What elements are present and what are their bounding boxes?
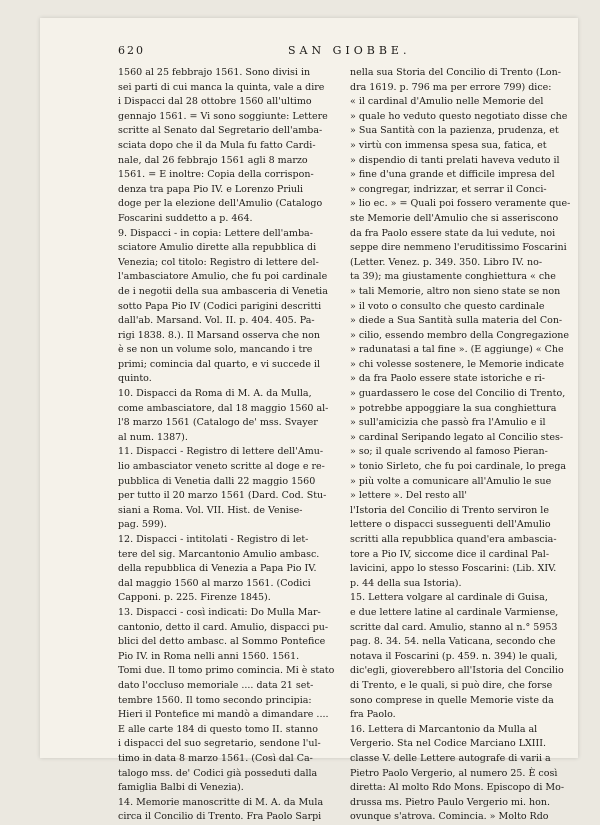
- text-line: 10. Dispacci da Roma di M. A. da Mulla,: [118, 388, 312, 400]
- text-line: di Trento, e le quali, si può dire, che forse: [350, 679, 553, 691]
- text-line: » il voto o consulto che questo cardinale: [350, 300, 545, 312]
- left-column: [118, 66, 346, 825]
- text-line: ta 39); ma giustamente conghiettura « che: [350, 271, 556, 283]
- text-line: timo in data 8 marzo 1561. (Così dal Ca-: [118, 752, 313, 764]
- text-line: sciatore Amulio dirette alla repubblica di: [118, 242, 317, 254]
- text-line: 16. Lettera di Marcantonio da Mulla al: [350, 723, 538, 735]
- text-line: dra 1619. p. 796 ma per errore 799) dice:: [350, 81, 552, 93]
- text-line: nella sua Storia del Concilio di Trento (Lon-: [350, 67, 561, 78]
- text-line: famiglia Balbi di Venezia).: [118, 782, 244, 794]
- text-line: » più volte a comunicare all'Amulio le sue: [350, 475, 552, 487]
- text-line: nale, dal 26 febbrajo 1561 agli 8 marzo: [118, 154, 308, 166]
- text-line: tore a Pio IV, siccome dice il cardinal Pal-: [350, 548, 550, 560]
- text-line: tere del sig. Marcantonio Amulio ambasc.: [118, 548, 320, 560]
- page-header: [118, 44, 558, 62]
- text-line: i dispacci del suo segretario, sendone l'ul-: [118, 738, 321, 750]
- text-line: 9. Dispacci - in copia: Lettere dell'amba-: [118, 227, 313, 239]
- text-line: Capponi. p. 225. Firenze 1845).: [118, 592, 271, 604]
- page-number: 620: [118, 44, 145, 57]
- text-line: talogo mss. de' Codici già posseduti dalla: [118, 767, 318, 779]
- text-line: pubblica di Venetia dalli 22 maggio 1560: [118, 475, 316, 487]
- text-line: rigi 1838. 8.). Il Marsand osserva che non: [118, 329, 320, 341]
- text-line: sciata dopo che il da Mula fu fatto Cardi-: [118, 139, 316, 151]
- text-line: 15. Lettera volgare al cardinale di Guisa,: [350, 592, 548, 604]
- text-line: doge per la elezione dell'Amulio (Catalogo: [118, 198, 323, 210]
- text-line: Venezia; col titolo: Registro di lettere del-: [118, 256, 319, 268]
- text-line: ovunque s'atrova. Comincia. » Molto Rdo: [350, 811, 549, 823]
- text-line: » radunatasi a tal fine ». (E aggiunge) « Che: [350, 344, 564, 356]
- text-line: » cilio, essendo membro della Congregazione: [350, 329, 570, 341]
- text-line: cantonio, detto il card. Amulio, dispacci pu-: [118, 621, 329, 633]
- text-line: sono comprese in quelle Memorie viste da: [350, 694, 554, 706]
- text-line: sei parti di cui manca la quinta, vale a dire: [118, 81, 325, 93]
- text-line: e due lettere latine al cardinale Varmiense,: [350, 606, 559, 618]
- text-line: 14. Memorie manoscritte di M. A. da Mula: [118, 796, 324, 808]
- text-line: quinto.: [118, 373, 152, 385]
- text-line: l'8 marzo 1561 (Catalogo de' mss. Svayer: [118, 417, 318, 429]
- text-line: scritte dal card. Amulio, stanno al n.° 5953: [350, 621, 558, 633]
- text-line: » tonio Sirleto, che fu poi cardinale, lo prega: [350, 461, 567, 473]
- text-line: » so; il quale scrivendo al famoso Pieran-: [350, 446, 548, 458]
- text-line: Pio IV. in Roma nelli anni 1560. 1561.: [118, 650, 300, 662]
- text-line: » potrebbe appoggiare la sua conghiettura: [350, 402, 557, 414]
- text-line: lavicini, appo lo stesso Foscarini: (Lib. XIV.: [350, 563, 557, 575]
- text-line: » da fra Paolo essere state istoriche e ri-: [350, 373, 546, 385]
- text-line: lettere o dispacci susseguenti dell'Amulio: [350, 519, 551, 531]
- text-line: l'ambasciatore Amulio, che fu poi cardinale: [118, 271, 328, 283]
- text-line: l'Istoria del Concilio di Trento serviron le: [350, 504, 549, 516]
- text-line: i Dispacci dal 28 ottobre 1560 all'ultimo: [118, 96, 312, 108]
- text-line: sotto Papa Pio IV (Codici parigini descritti: [118, 300, 322, 312]
- text-line: » dispendio di tanti prelati haveva veduto il: [350, 154, 560, 166]
- text-line: 11. Dispacci - Registro di lettere dell'Amu-: [118, 446, 324, 458]
- text-line: pag. 599).: [118, 519, 167, 531]
- text-line: classe V. delle Lettere autografe di varii a: [350, 752, 551, 764]
- text-line: E alle carte 184 di questo tomo II. stanno: [118, 723, 319, 735]
- text-line: 12. Dispacci - intitolati - Registro di let-: [118, 534, 309, 545]
- text-line: 1560 al 25 febbrajo 1561. Sono divisi in: [118, 67, 311, 78]
- text-line: seppe dire nemmeno l'eruditissimo Foscarini: [350, 242, 567, 254]
- text-line: primi; comincia dal quarto, e vi succede il: [118, 358, 321, 370]
- text-line: notava il Foscarini (p. 459. n. 394) le quali,: [350, 650, 558, 662]
- text-line: » virtù con immensa spesa sua, fatica, et: [350, 139, 547, 151]
- text-line: » sull'amicizia che passò fra l'Amulio e il: [350, 417, 546, 429]
- text-line: » chi volesse sostenere, le Memorie indicate: [350, 358, 565, 370]
- text-line: » cardinal Seripando legato al Concilio stes-: [350, 431, 564, 443]
- right-column: [350, 66, 578, 825]
- text-line: denza tra papa Pio IV. e Lorenzo Priuli: [118, 183, 304, 195]
- text-line: » fine d'una grande et difficile impresa del: [350, 169, 555, 181]
- text-line: Foscarini suddetto a p. 464.: [118, 212, 253, 224]
- text-line: ste Memorie dell'Amulio che si asseriscono: [350, 212, 559, 224]
- text-line: » quale ho veduto questo negotiato disse che: [350, 110, 568, 122]
- text-line: 13. Dispacci - così indicati: Do Mulla Mar-: [118, 606, 321, 618]
- text-line: da fra Paolo essere state da lui vedute, noi: [350, 227, 556, 239]
- text-line: drussa ms. Pietro Paulo Vergerio mi. hon.: [350, 796, 551, 808]
- text-line: per tutto il 20 marzo 1561 (Dard. Cod. Stu-: [118, 490, 327, 502]
- text-line: dal maggio 1560 al marzo 1561. (Codici: [118, 577, 311, 589]
- text-line: de i negotii della sua ambasceria di Venetia: [118, 285, 328, 297]
- text-line: pag. 8. 34. 54. nella Vaticana, secondo che: [350, 636, 556, 648]
- text-line: scritte al Senato dal Segretario dell'amba-: [118, 125, 323, 137]
- text-line: fra Paolo.: [350, 709, 396, 721]
- text-line: « il cardinal d'Amulio nelle Memorie del: [350, 96, 544, 108]
- text-line: » tali Memorie, altro non sieno state se non: [350, 285, 561, 297]
- text-line: Hieri il Pontefice mi mandò a dimandare ....: [118, 709, 329, 721]
- text-line: siani a Roma. Vol. VII. Hist. de Venise-: [118, 504, 303, 516]
- text-line: » lio ec. » = Quali poi fossero veramente que-: [350, 198, 571, 210]
- text-line: dato l'occluso memoriale .... data 21 set-: [118, 679, 314, 691]
- text-line: » diede a Sua Santità sulla materia del Con-: [350, 315, 563, 327]
- text-line: » Sua Santità con la pazienza, prudenza, et: [350, 125, 559, 137]
- text-line: gennajo 1561. = Vi sono soggiunte: Lettere: [118, 110, 328, 122]
- text-line: (Letter. Venez. p. 349. 350. Libro IV. no-: [350, 256, 543, 268]
- text-line: dic'egli, gioverebbero all'Istoria del Concilio: [350, 665, 564, 677]
- text-line: p. 44 della sua Istoria).: [350, 577, 462, 589]
- text-line: diretta: Al molto Rdo Mons. Episcopo di Mo-: [350, 782, 565, 794]
- text-line: 1561. = E inoltre: Copia della corrispon-: [118, 169, 314, 181]
- text-line: » congregar, indrizzar, et serrar il Conci-: [350, 183, 547, 195]
- running-title: SAN GIOBBE.: [288, 44, 411, 57]
- text-line: circa il Concilio di Trento. Fra Paolo Sarpi: [118, 811, 322, 823]
- text-line: tembre 1560. Il tomo secondo principia:: [118, 694, 312, 706]
- text-line: è se non un volume solo, mancando i tre: [118, 344, 313, 356]
- text-line: dall'ab. Marsand. Vol. II. p. 404. 405. Pa-: [118, 315, 315, 327]
- text-line: al num. 1387).: [118, 431, 188, 443]
- text-line: Vergerio. Sta nel Codice Marciano LXIII.: [350, 738, 547, 750]
- text-line: della repubblica di Venezia a Papa Pio IV.: [118, 563, 317, 575]
- text-line: Pietro Paolo Vergerio, al numero 25. È così: [350, 767, 558, 779]
- text-line: » guardassero le cose del Concilio di Trento,: [350, 388, 566, 400]
- text-line: come ambasciatore, dal 18 maggio 1560 al-: [118, 402, 329, 414]
- text-line: scritti alla repubblica quand'era ambascia-: [350, 534, 557, 545]
- text-line: blici del detto ambasc. al Sommo Pontefice: [118, 636, 326, 648]
- text-line: lio ambasciator veneto scritte al doge e re-: [118, 461, 325, 473]
- text-line: » lettere ». Del resto all': [350, 490, 468, 502]
- text-line: Tomi due. Il tomo primo comincia. Mi è stato: [118, 665, 335, 677]
